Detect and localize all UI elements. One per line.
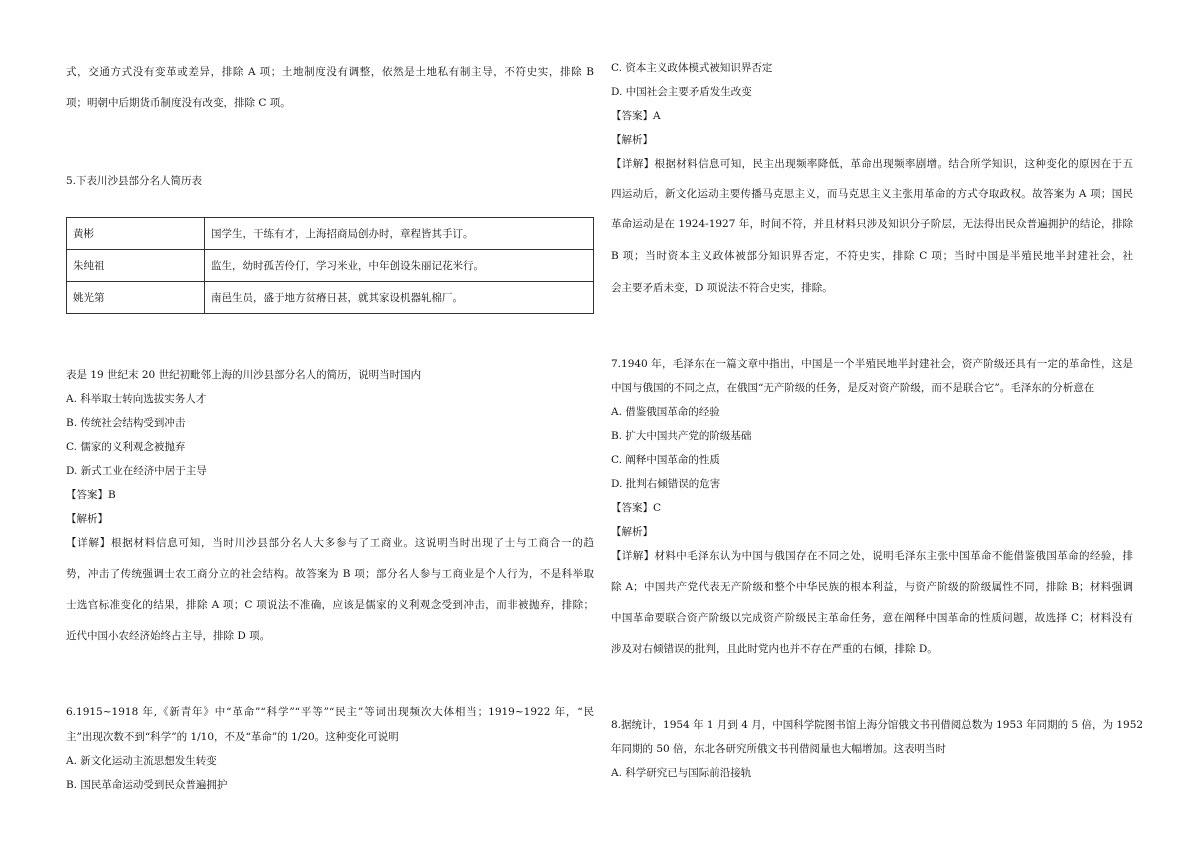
table-row (67, 282, 594, 314)
answer-label: 【答案】B (66, 489, 116, 501)
table-cell-name: 黄彬 (67, 218, 205, 250)
question-5-text: 表是 19 世纪末 20 世纪初毗邻上海的川沙县部分名人的简历，说明当时国内 (66, 369, 422, 381)
question-6-stem: 6.1915~1918 年,《新青年》中“革命”“科学”“平等”“民主”等词出现频次大体相当；1919~1922 年，“民 (66, 706, 594, 718)
option-d: D. 中国社会主要矛盾发生改变 (611, 86, 752, 98)
detail-line: 革命运动是在 1924-1927 年，时间不符，并且材料只涉及知识分子阶层，无法得出民众普遍拥护的结论，排除 (611, 218, 1133, 230)
question-8-stem: 8.据统计，1954 年 1 月到 4 月，中国科学院图书馆上海分馆俄文书刊借阅总数为 1953 年同期的 5 倍，为 1952 (611, 719, 1144, 731)
detail-line: 中国革命要联合资产阶级以完成资产阶级民主革命任务，意在阐释中国革命的性质问题，故选择 C；材料没有 (611, 612, 1133, 624)
option-a: A. 科学研究已与国际前沿接轨 (611, 767, 752, 779)
question-7-stem: 7.1940 年，毛泽东在一篇文章中指出，中国是一个半殖民地半封建社会，资产阶级还具有一定的革命性，这是 (611, 358, 1133, 370)
option-d: D. 批判右倾错误的危害 (611, 478, 721, 490)
option-b: B. 传统社会结构受到冲击 (66, 417, 186, 429)
detail-line: 四运动后，新文化运动主要传播马克思主义，而马克思主义主张用革命的方式夺取政权。故答案为 A 项；国民 (611, 188, 1133, 200)
question-8-stem: 年同期的 50 倍，东北各研究所俄文书刊借阅量也大幅增加。这表明当时 (611, 743, 947, 755)
question-5-stem: 5.下表川沙县部分名人简历表 (66, 175, 203, 187)
option-a: A. 新文化运动主流思想发生转变 (66, 755, 217, 767)
detail-line: 涉及对右倾错误的批判，且此时党内也并不存在严重的右倾，排除 D。 (611, 643, 938, 655)
biography-table (66, 217, 594, 314)
detail-line: 士选官标准变化的结果，排除 A 项；C 项说法不准确，应该是儒家的义利观念受到冲击，而非被抛弃，排除； (66, 599, 594, 611)
detail-line: 【详解】根据材料信息可知，民主出现频率降低，革命出现频率剧增。结合所学知识，这种变化的原因在于五 (611, 158, 1133, 170)
option-d: D. 新式工业在经济中居于主导 (66, 465, 207, 477)
question-6-stem: 主”出现次数不到“科学”的 1/10，不及“革命”的 1/20。这种变化可说明 (66, 731, 399, 743)
detail-line: 会主要矛盾未变，D 项说法不符合史实，排除。 (611, 282, 833, 294)
detail-line: 除 A；中国共产党代表无产阶级和整个中华民族的根本利益，与资产阶级的阶级属性不同，排除 B；材料强调 (611, 581, 1133, 593)
detail-line: 【详解】材料中毛泽东认为中国与俄国存在不同之处，说明毛泽东主张中国革命不能借鉴俄国革命的经验，排 (611, 550, 1133, 562)
analysis-label: 【解析】 (66, 513, 108, 525)
option-c: C. 阐释中国革命的性质 (611, 454, 720, 466)
analysis-label: 【解析】 (611, 134, 653, 146)
text-line: 项；明朝中后期货币制度没有改变，排除 C 项。 (66, 97, 291, 109)
option-c: C. 儒家的义利观念被抛弃 (66, 441, 186, 453)
table-row (67, 218, 594, 250)
table-cell-bio: 监生，幼时孤苦伶仃，学习米业，中年创设朱丽记花米行。 (205, 250, 594, 282)
option-a: A. 科举取士转向选拔实务人才 (66, 393, 207, 405)
option-c: C. 资本主义政体模式被知识界否定 (611, 62, 773, 74)
table-cell-name: 姚光第 (67, 282, 205, 314)
table-row (67, 250, 594, 282)
table-cell-name: 朱纯祖 (67, 250, 205, 282)
answer-label: 【答案】C (611, 502, 662, 514)
detail-line: 【详解】根据材料信息可知，当时川沙县部分名人大多参与了工商业。这说明当时出现了士与工商合一的趋 (66, 537, 594, 549)
table-cell-bio: 南邑生员，盛于地方贫瘠日甚，就其家设机器轧棉厂。 (205, 282, 594, 314)
detail-line: B 项；当时资本主义政体被部分知识界否定，不符史实，排除 C 项；当时中国是半殖民地半封建社会，社 (611, 250, 1133, 262)
table-cell-bio: 国学生，干练有才，上海招商局创办时，章程皆其手订。 (205, 218, 594, 250)
answer-label: 【答案】A (611, 110, 661, 122)
analysis-label: 【解析】 (611, 526, 653, 538)
text-line: 式，交通方式没有变革或差异，排除 A 项；土地制度没有调整，依然是土地私有制主导，不符史实，排除 B (66, 66, 594, 78)
option-b: B. 国民革命运动受到民众普遍拥护 (66, 779, 228, 791)
detail-line: 势，冲击了传统强调士农工商分立的社会结构。故答案为 B 项；部分名人参与工商业是个人行为，不是科举取 (66, 568, 594, 580)
detail-line: 近代中国小农经济始终占主导，排除 D 项。 (66, 630, 271, 642)
option-a: A. 借鉴俄国革命的经验 (611, 406, 720, 418)
question-7-stem: 中国与俄国的不同之点，在俄国“无产阶级的任务，是反对资产阶级，而不是联合它”。毛泽东的分析意在 (611, 382, 1095, 394)
option-b: B. 扩大中国共产党的阶级基础 (611, 430, 752, 442)
